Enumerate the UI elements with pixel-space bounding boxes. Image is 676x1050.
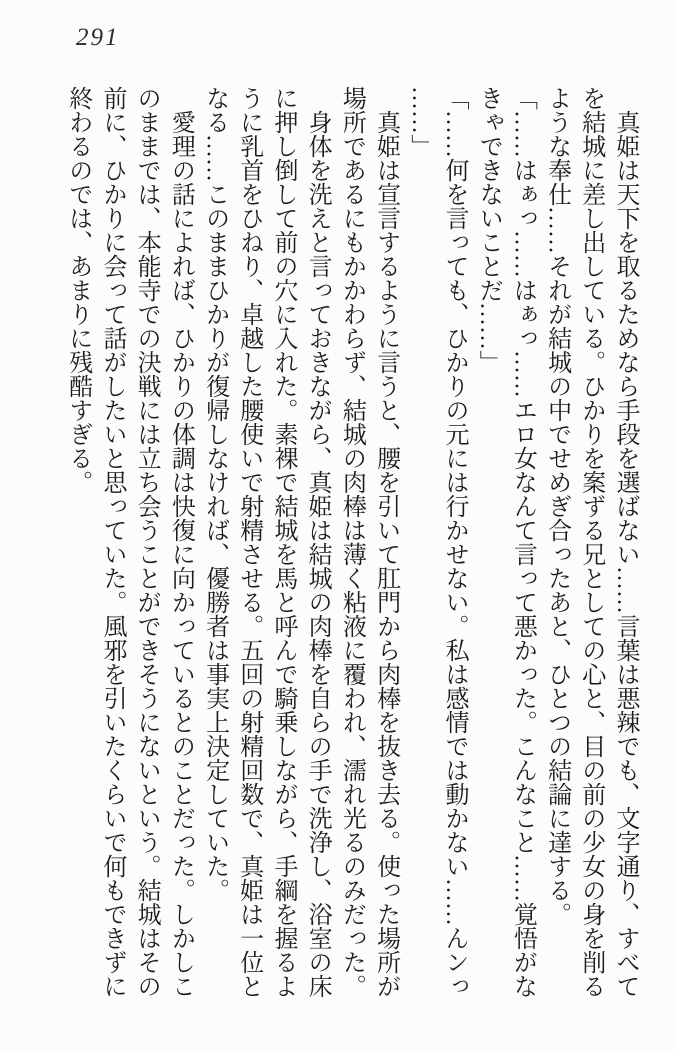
paragraph-dialogue-1: 「……はぁっ……はぁっ……エロ女なんて言って悪かった。こんなこと……覚悟がなきゃできないことだ……」 — [475, 86, 536, 998]
paragraph-dialogue-2: 「……何を言っても、ひかりの元には行かせない。私は感情では動かない……んンっ……」 — [406, 86, 467, 998]
paragraph-narrative-1: 真姫は天下を取るためなら手段を選ばない……言葉は悪辣でも、文字通り、すべてを結城に差し出している。ひかりを案ずる兄としての心と、目の前の少女の身を削るような奉仕……それが結城の中でせめぎ合ったあと、ひとつの結論に達する。 — [543, 86, 638, 998]
paragraph-narrative-2: 真姫は宣言するように言うと、腰を引いて肛門から肉棒を抜き去る。使った場所が場所であるにもかかわらず、結城の肉棒は薄く粘液に覆われ、濡れ光るのみだった。 — [338, 86, 399, 998]
paragraph-narrative-4: 愛理の話によれば、ひかりの体調は快復に向かっているとのことだった。しかしこのままでは、本能寺での決戦には立ち会うことができそうにないという。結城はその前に、ひかりに会って話がしたいと思っていた。風邪を引いたくらいで何もできずに終わるのでは、あまりに残酷すぎる。 — [64, 86, 194, 998]
paragraph-narrative-3: 身体を洗えと言っておきながら、真姫は結城の肉棒を自らの手で洗浄し、浴室の床に押し倒して前の穴に入れた。素裸で結城を馬と呼んで騎乗しながら、手綱を握るように乳首をひねり、卓越した腰使いで射精させる。五回の射精回数で、真姫は一位となる……このままひかりが復帰しなければ、優勝者は事実上決定していた。 — [201, 86, 331, 998]
body-text — [61, 86, 642, 999]
page-number: 291 — [76, 24, 120, 51]
